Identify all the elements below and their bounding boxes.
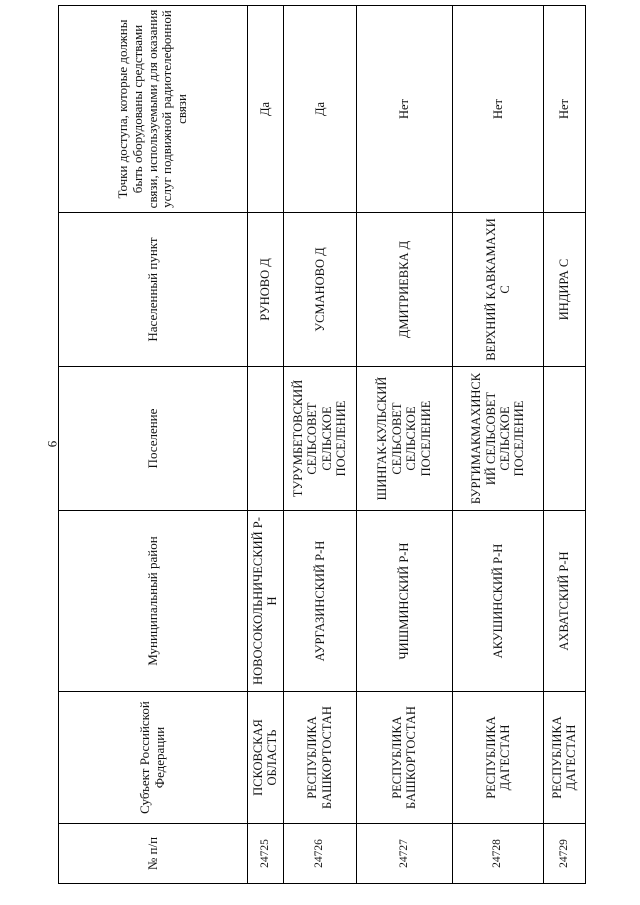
cell-locality: ИНДИРА С	[543, 213, 585, 367]
cell-access: Нет	[356, 6, 452, 213]
cell-number: 24727	[356, 824, 452, 884]
header-settlement: Поселение	[59, 367, 248, 511]
cell-settlement: ТУРУМБЕТОВСКИЙ СЕЛЬСОВЕТ СЕЛЬСКОЕ ПОСЕЛЕНИЕ	[283, 367, 356, 511]
table-row	[356, 6, 452, 884]
header-access-points: Точки доступа, которые должны быть оборудованы средствами связи, используемыми для оказания услуг подвижной радиотелефонной связи	[59, 6, 248, 213]
cell-subject: РЕСПУБЛИКА БАШКОРТОСТАН	[356, 692, 452, 824]
cell-access: Нет	[452, 6, 543, 213]
cell-subject: ПСКОВСКАЯ ОБЛАСТЬ	[248, 692, 284, 824]
cell-number: 24729	[543, 824, 585, 884]
cell-subject: РЕСПУБЛИКА БАШКОРТОСТАН	[283, 692, 356, 824]
cell-district: АУРГАЗИНСКИЙ Р-Н	[283, 511, 356, 692]
header-locality: Населенный пункт	[59, 213, 248, 367]
cell-locality: УСМАНОВО Д	[283, 213, 356, 367]
page-number: 9	[45, 440, 60, 448]
cell-number: 24725	[248, 824, 284, 884]
cell-subject: РЕСПУБЛИКА ДАГЕСТАН	[452, 692, 543, 824]
cell-access: Нет	[543, 6, 585, 213]
cell-settlement: ШИНГАК-КУЛЬСКИЙ СЕЛЬСОВЕТ СЕЛЬСКОЕ ПОСЕЛЕНИЕ	[356, 367, 452, 511]
cell-number: 24726	[283, 824, 356, 884]
cell-district: АХВАТСКИЙ Р-Н	[543, 511, 585, 692]
cell-district: АКУШИНСКИЙ Р-Н	[452, 511, 543, 692]
table-row	[283, 6, 356, 884]
registry-sheet	[58, 9, 586, 884]
header-subject: Субъект Российской Федерации	[59, 692, 248, 824]
header-district: Муниципальный район	[59, 511, 248, 692]
cell-district: НОВОСОКОЛЬНИЧЕСКИЙ Р-Н	[248, 511, 284, 692]
cell-access: Да	[283, 6, 356, 213]
cell-locality: РУНОВО Д	[248, 213, 284, 367]
cell-locality: ВЕРХНИЙ КАВКАМАХИ С	[452, 213, 543, 367]
access-points-table	[58, 5, 586, 884]
cell-number: 24728	[452, 824, 543, 884]
cell-locality: ДМИТРИЕВКА Д	[356, 213, 452, 367]
header-number: № п/п	[59, 824, 248, 884]
table-row	[248, 6, 284, 884]
cell-settlement	[248, 367, 284, 511]
table-row	[543, 6, 585, 884]
table-row	[452, 6, 543, 884]
cell-district: ЧИШМИНСКИЙ Р-Н	[356, 511, 452, 692]
table-header-row	[59, 6, 248, 884]
cell-settlement	[543, 367, 585, 511]
cell-subject: РЕСПУБЛИКА ДАГЕСТАН	[543, 692, 585, 824]
cell-settlement: БУРГИМАКМАХИНСКИЙ СЕЛЬСОВЕТ СЕЛЬСКОЕ ПОСЕЛЕНИЕ	[452, 367, 543, 511]
cell-access: Да	[248, 6, 284, 213]
